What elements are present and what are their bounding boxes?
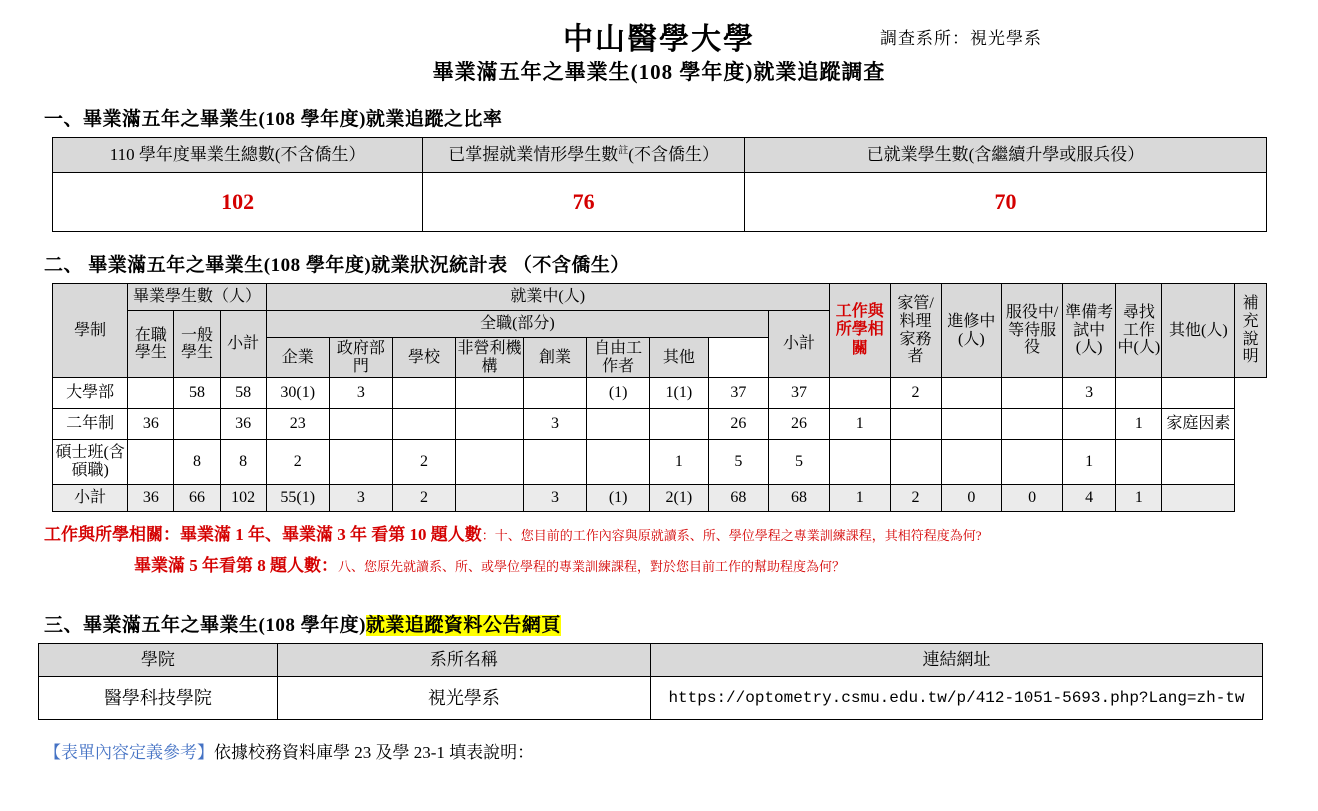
cell-school: 2	[392, 440, 455, 485]
cell-general: 66	[174, 485, 220, 512]
cell-emp-subtotal: 5	[708, 440, 769, 485]
table-row	[53, 138, 1267, 173]
ratio-header-employed: 已就業學生數(含繼續升學或服兵役）	[744, 138, 1266, 173]
cell-general: 8	[174, 440, 220, 485]
section3-heading-highlight: 就業追蹤資料公告網頁	[365, 615, 561, 637]
cell-others: 1	[1116, 409, 1162, 440]
cell-in-service: 36	[128, 409, 174, 440]
table-row	[39, 644, 1263, 677]
note-bold-part: 畢業滿 5 年看第 8 題人數：	[134, 556, 338, 576]
cell-exam-prep	[1002, 409, 1063, 440]
cell-in-service	[128, 440, 174, 485]
cell-emp-subtotal: 37	[708, 378, 769, 409]
ratio-value-total: 102	[53, 173, 423, 232]
col-header-job-seeking: 尋找工作中(人)	[1116, 284, 1162, 378]
cell-job-seeking	[1062, 409, 1115, 440]
cell-military	[941, 409, 1002, 440]
col-header-fulltime: 全職(部分)	[266, 311, 769, 338]
cell-company: 55(1)	[266, 485, 329, 512]
cell-homemaker: 1	[829, 409, 890, 440]
footer-note	[44, 738, 1318, 763]
cell-homemaker: 1	[829, 485, 890, 512]
cell-remark	[1162, 378, 1235, 409]
col-header-college: 學院	[39, 644, 278, 677]
col-header-job-match: 工作與所學相關	[829, 284, 890, 378]
col-header-emp-subtotal: 小計	[769, 311, 830, 378]
cell-general: 58	[174, 378, 220, 409]
cell-in-service	[128, 378, 174, 409]
note-bold-part: 工作與所學相關：畢業滿 1 年、畢業滿 3 年	[44, 525, 367, 545]
cell-further-study	[890, 409, 941, 440]
cell-npo	[456, 378, 524, 409]
cell-exam-prep	[1002, 440, 1063, 485]
cell-emp-subtotal: 26	[708, 409, 769, 440]
cell-school	[392, 378, 455, 409]
cell-subtotal: 58	[220, 378, 266, 409]
cell-military	[941, 378, 1002, 409]
cell-other: 2(1)	[650, 485, 708, 512]
col-header-military: 服役中/等待服役	[1002, 284, 1063, 378]
ratio-value-employed: 70	[744, 173, 1266, 232]
col-header-degree: 學制	[53, 284, 128, 378]
table-row	[53, 173, 1267, 232]
cell-others	[1116, 378, 1162, 409]
cell-others	[1116, 440, 1162, 485]
cell-others: 1	[1116, 485, 1162, 512]
col-header-employed: 就業中(人)	[266, 284, 829, 311]
cell-job-seeking: 3	[1062, 378, 1115, 409]
col-header-startup: 創業	[523, 338, 586, 378]
cell-url[interactable]: https://optometry.csmu.edu.tw/p/412-1051-5693.php?Lang=zh-tw	[650, 677, 1262, 720]
cell-general	[174, 409, 220, 440]
university-title: 中山醫學大學	[563, 23, 755, 56]
section2-heading: 二、 畢業滿五年之畢業生(108 學年度)就業狀況統計表 （不含僑生）	[44, 255, 630, 276]
section1-heading: 一、畢業滿五年之畢業生(108 學年度)就業追蹤之比率	[44, 109, 503, 130]
cell-further-study	[890, 440, 941, 485]
cell-company: 2	[266, 440, 329, 485]
cell-subtotal: 8	[220, 440, 266, 485]
cell-remark	[1162, 440, 1235, 485]
note-small-part: ：十、您目前的工作內容與原就讀系、所、學位學程之專業訓練課程，其相符程度為何?	[481, 528, 982, 544]
cell-company: 23	[266, 409, 329, 440]
row-degree: 小計	[53, 485, 128, 512]
row-degree: 碩士班(含碩職)	[53, 440, 128, 485]
ratio-header-total: 110 學年度畢業生總數(不含僑生）	[53, 138, 423, 173]
cell-further-study: 2	[890, 485, 941, 512]
cell-startup: 3	[523, 485, 586, 512]
cell-freelance	[587, 409, 650, 440]
col-header-in-service: 在職學生	[128, 311, 174, 378]
cell-remark: 家庭因素	[1162, 409, 1235, 440]
header-row-1	[53, 284, 1267, 311]
section3-heading-plain: 三、畢業滿五年之畢業生(108 學年度)	[44, 615, 366, 637]
col-header-department: 系所名稱	[277, 644, 650, 677]
col-header-exam-prep: 準備考試中(人)	[1062, 284, 1115, 378]
publication-link-table	[38, 643, 1263, 720]
cell-other	[650, 409, 708, 440]
cell-freelance: (1)	[587, 485, 650, 512]
cell-in-service: 36	[128, 485, 174, 512]
cell-freelance	[587, 440, 650, 485]
employment-statistics-table	[52, 283, 1267, 512]
row-degree: 大學部	[53, 378, 128, 409]
cell-npo	[456, 409, 524, 440]
ratio-value-known: 76	[423, 173, 745, 232]
cell-homemaker	[829, 440, 890, 485]
cell-other: 1(1)	[650, 378, 708, 409]
cell-military	[941, 440, 1002, 485]
col-header-further-study: 進修中(人)	[941, 284, 1002, 378]
cell-emp-subtotal: 68	[708, 485, 769, 512]
cell-remark	[1162, 485, 1235, 512]
col-header-gov: 政府部門	[329, 338, 392, 378]
document-header	[0, 0, 1318, 56]
cell-startup	[523, 378, 586, 409]
table-row	[53, 440, 1267, 485]
note-mid-part: 看第 10 題人數	[367, 525, 482, 545]
cell-exam-prep: 0	[1002, 485, 1063, 512]
cell-npo	[456, 440, 524, 485]
col-header-freelance: 自由工作者	[587, 338, 650, 378]
cell-school: 2	[392, 485, 455, 512]
row-degree: 二年制	[53, 409, 128, 440]
cell-job-match: 37	[769, 378, 830, 409]
document-title: 畢業滿五年之畢業生(108 學年度)就業追蹤調查	[432, 60, 886, 84]
cell-job-seeking: 1	[1062, 440, 1115, 485]
cell-gov	[329, 440, 392, 485]
cell-company: 30(1)	[266, 378, 329, 409]
cell-military: 0	[941, 485, 1002, 512]
col-header-npo: 非營利機構	[456, 338, 524, 378]
table-row	[39, 677, 1263, 720]
cell-npo	[456, 485, 524, 512]
cell-homemaker	[829, 378, 890, 409]
cell-school	[392, 409, 455, 440]
footer-reference-text: 依據校務資料庫學 23 及學 23-1 填表說明：	[214, 743, 535, 763]
cell-gov: 3	[329, 378, 392, 409]
cell-gov	[329, 409, 392, 440]
col-header-subtotal: 小計	[220, 311, 266, 378]
cell-department: 視光學系	[277, 677, 650, 720]
footnote-mark: 註	[618, 145, 629, 157]
col-header-other: 其他	[650, 338, 708, 378]
table-row-total	[53, 485, 1267, 512]
cell-startup	[523, 440, 586, 485]
cell-exam-prep	[1002, 378, 1063, 409]
col-header-grad-count: 畢業學生數（人）	[128, 284, 266, 311]
cell-further-study: 2	[890, 378, 941, 409]
cell-job-match: 68	[769, 485, 830, 512]
cell-job-match: 26	[769, 409, 830, 440]
table-row	[53, 378, 1267, 409]
footer-reference-label: 【表單內容定義參考】	[44, 743, 214, 763]
job-match-note-line2	[134, 551, 1318, 576]
cell-startup: 3	[523, 409, 586, 440]
cell-job-seeking: 4	[1062, 485, 1115, 512]
col-header-others: 其他(人)	[1162, 284, 1235, 378]
col-header-remark: 補充說明	[1235, 284, 1267, 378]
table-row	[53, 409, 1267, 440]
job-match-note-line1	[44, 520, 1318, 545]
cell-subtotal: 36	[220, 409, 266, 440]
cell-college: 醫學科技學院	[39, 677, 278, 720]
col-header-homemaker: 家管/料理家務者	[890, 284, 941, 378]
ratio-table	[52, 137, 1267, 232]
section3-heading	[44, 610, 1318, 637]
col-header-company: 企業	[266, 338, 329, 378]
cell-other: 1	[650, 440, 708, 485]
ratio-header-known: 已掌握就業情形學生數$^註$(不含僑生）	[423, 138, 745, 173]
cell-gov: 3	[329, 485, 392, 512]
cell-freelance: (1)	[587, 378, 650, 409]
col-header-url: 連結網址	[650, 644, 1262, 677]
note-small-part: 八、您原先就讀系、所、或學位學程的專業訓練課程，對於您目前工作的幫助程度為何？	[338, 559, 846, 575]
col-header-school: 學校	[392, 338, 455, 378]
cell-job-match: 5	[769, 440, 830, 485]
cell-subtotal: 102	[220, 485, 266, 512]
col-header-general: 一般學生	[174, 311, 220, 378]
survey-department-label: 調查系所：視光學系	[880, 29, 1042, 48]
